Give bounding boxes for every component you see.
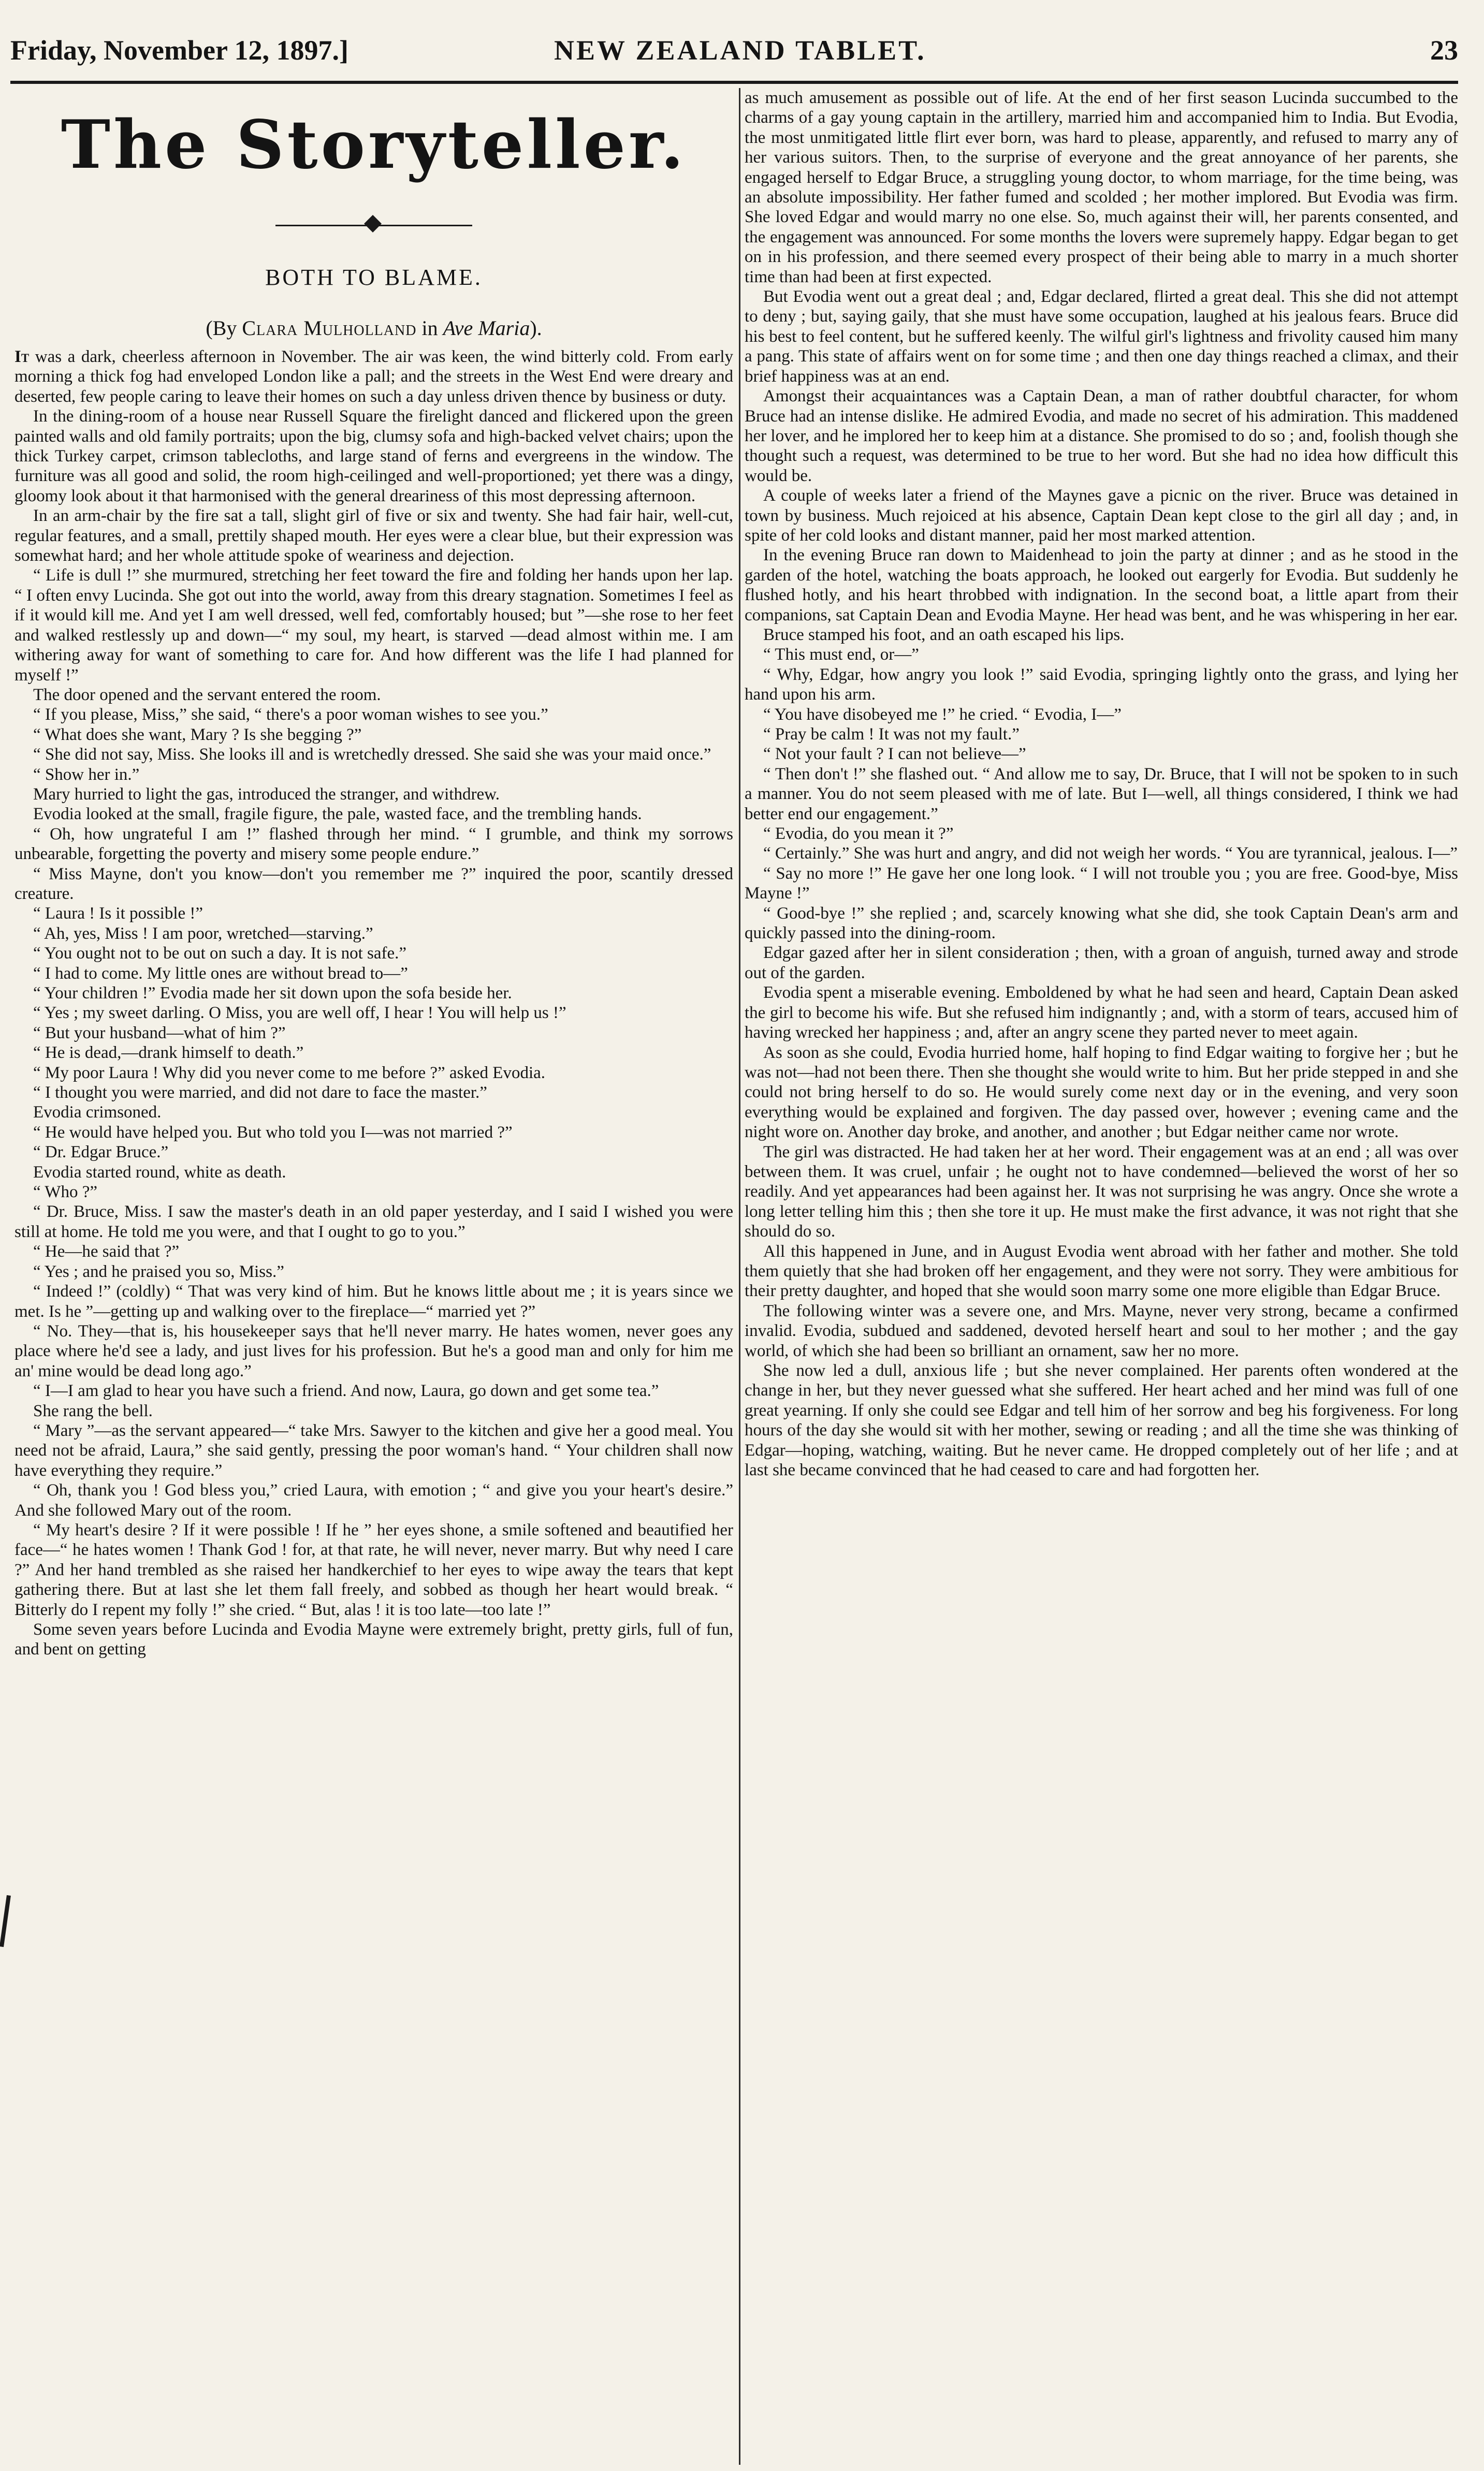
story-paragraph: In an arm-chair by the fire sat a tall, slight girl of five or six and twenty. She had fair hair, well-cut, regular features, and a small, prettily shaped mouth. Her eyes were a clear blue, but their expression was somewhat hard; and her whole attitude spoke of weariness and dejection. [14, 506, 733, 565]
story-paragraph: as much amusement as possible out of life. At the end of her first season Lucinda succumbed to the charms of a gay young captain in the artillery, married him and accompanied him to India. But Evodia, the most unmitigated little flirt ever born, was hard to please, apparently, and refused to marry any of her various suitors. Then, to the surprise of everyone and the great annoyance of her parents, she engaged herself to Edgar Bruce, a struggling young doctor, to whom marriage, for the time being, was an absolute impossibility. Her father fumed and scolded ; her mother implored. But Evodia was firm. She loved Edgar and would marry no one else. So, much against their will, her parents consented, and the engagement was announced. For some months the lovers were supremely happy. Edgar began to get on in his profession, and there seemed every prospect of their being able to marry in a much shorter time than had been at first expected. [745, 89, 1458, 286]
page-number: 23 [1430, 35, 1458, 66]
left-column [14, 88, 733, 1660]
opening-text: was a dark, cheerless afternoon in November. The air was keen, the wind bitterly cold. From early morning a thick fog had enveloped London like a pall; and the streets in the West End were dreary and deserted, few people caring to leave their homes on such a day unless driven thence by business or duty. [14, 347, 733, 406]
story-paragraph: “ Mary ”—as the servant appeared—“ take Mrs. Sawyer to the kitchen and give her a good meal. You need not be afraid, Laura,” she said gently, pressing the poor woman's hand. “ Your children shall now have everything they require.” [14, 1421, 733, 1480]
byline-suffix: ). [530, 316, 542, 340]
story-paragraph: “ Say no more !” He gave her one long look. “ I will not trouble you ; you are free. Good-bye, Miss Mayne !” [745, 864, 1458, 903]
story-paragraph: Evodia looked at the small, fragile figure, the pale, wasted face, and the trembling hands. [33, 805, 642, 824]
story-paragraph: The girl was distracted. He had taken her at her word. Their engagement was at an end ; all was over between them. It was cruel, unfair ; he ought not to have condemned—believed the worst of her so readily. And yet appearances had been against her. It was not surprising he was angry. Once she wrote a long letter telling him this ; then she tore it up. He must make the first advance, it was not right that she should do so. [745, 1142, 1458, 1241]
newspaper-title: NEW ZEALAND TABLET. [554, 35, 926, 66]
story-paragraph: The door opened and the servant entered the room. [33, 685, 381, 704]
margin-pencil-mark [0, 1895, 11, 1947]
ornamental-divider [275, 217, 472, 233]
story-paragraph: A couple of weeks later a friend of the Maynes gave a picnic on the river. Bruce was detained in town by business. Much rejoiced at his absence, Captain Dean kept close to the girl all day ; and, in spite of her cold looks and distant manner, paid her most marked attention. [745, 486, 1458, 545]
byline-in: in [421, 316, 438, 340]
story-paragraph: “ No. They—that is, his housekeeper says that he'll never marry. He hates women, never goes any place where he'd see a lady, and just lives for his profession. But he's a good man and only for him me an' mine would be dead long ago.” [14, 1321, 733, 1380]
story-paragraph: “ If you please, Miss,” she said, “ there's a poor woman wishes to see you.” [33, 705, 548, 724]
story-paragraph: She now led a dull, anxious life ; but she never complained. Her parents often wondered at the change in her, but they never guessed what she suffered. Her heart ached and her mind was full of one great yearning. If only she could see Edgar and tell him of her sorrow and beg his forgiveness. For long hours of the day she would sit with her mother, sewing or reading ; and all the time she was thinking of Edgar—hoping, watching, waiting. But he never came. He dropped completely out of her life ; and at last she became convinced that he had ceased to care and had forgotten her. [745, 1361, 1458, 1480]
story-paragraph: “ Yes ; my sweet darling. O Miss, you are well off, I hear ! You will help us !” [33, 1004, 566, 1023]
story-paragraph: “ My heart's desire ? If it were possible ! If he ” her eyes shone, a smile softened and beautified her face—“ he hates women ! Thank God ! for, at that rate, he will never, never marry. But why need I care ?” And her hand trembled as she raised her handkerchief to her eyes to wipe away the tears that kept gathering there. But at last she let them fall freely, and sobbed as though her heart would break. “ Bitterly do I repent my folly !” she cried. “ But, alas ! it is too late—too late !” [14, 1520, 733, 1619]
story-paragraph: “ Indeed !” (coldly) “ That was very kind of him. But he knows little about me ; it is years since we met. Is he ”—getting up and walking over to the fireplace—“ married yet ?” [14, 1282, 733, 1321]
story-paragraph: “ But your husband—what of him ?” [33, 1023, 286, 1042]
story-paragraph: “ Certainly.” She was hurt and angry, and did not weigh her words. “ You are tyrannical, jealous. I—” [763, 844, 1458, 863]
story-paragraph: “ Who ?” [33, 1183, 97, 1202]
byline [14, 316, 733, 347]
story-paragraph: “ I thought you were married, and did not dare to face the master.” [33, 1083, 487, 1102]
right-column [745, 88, 1458, 1480]
story-paragraph: All this happened in June, and in August Evodia went abroad with her father and mother. She told them quietly that she had broken off her engagement, and they were not sorry. They were ambitious for their pretty daughter, and hoped that she would soon marry some one more eligible than Edgar Bruce. [745, 1242, 1458, 1301]
story-title: BOTH TO BLAME. [265, 265, 483, 290]
story-paragraph: “ You have disobeyed me !” he cried. “ Evodia, I—” [763, 705, 1122, 724]
story-paragraph: Amongst their acquaintances was a Captain Dean, a man of rather doubtful character, for whom Bruce had an intense dislike. He admired Evodia, and made no secret of his admiration. This maddened her lover, and he implored her to keep him at a distance. She promised to do so ; and, foolish though she thought such a request, was determined to be true to her word. But she had no idea how difficult this would be. [745, 387, 1458, 485]
story-paragraph: “ This must end, or—” [763, 645, 919, 664]
source-publication: Ave Maria [443, 316, 530, 340]
story-paragraph: Bruce stamped his foot, and an oath escaped his lips. [763, 625, 1125, 644]
story-paragraph: “ Then don't !” she flashed out. “ And allow me to say, Dr. Bruce, that I will not be spoken to in such a manner. You do not seem pleased with me of late. But I—well, all things considered, I think we had better end our engagement.” [745, 764, 1458, 823]
author-name: Clara Mulholland [242, 316, 417, 340]
story-paragraph: Evodia spent a miserable evening. Emboldened by what he had seen and heard, Captain Dean asked the girl to become his wife. But she refused him indignantly ; and, with a storm of tears, accused him of having wrecked her happiness ; and, after an angry scene they parted never to meet again. [745, 983, 1458, 1042]
story-paragraph: “ Oh, thank you ! God bless you,” cried Laura, with emotion ; “ and give you your heart's desire.” And she followed Mary out of the room. [14, 1481, 733, 1520]
story-paragraph: Evodia crimsoned. [33, 1103, 162, 1122]
story-paragraph: Evodia started round, white as death. [33, 1162, 286, 1182]
story-paragraph: In the evening Bruce ran down to Maidenhead to join the party at dinner ; and as he stood in the garden of the hotel, watching the boats approach, he looked out eargerly for Evodia. But suddenly he flushed hotly, and his heart throbbed with indignation. In the second boat, a little apart from their companions, sat Captain Dean and Evodia Mayne. Her head was bent, and he was whispering in her ear. [745, 546, 1458, 624]
page-header [10, 31, 1458, 84]
diamond-ornament-icon [364, 215, 382, 232]
left-column-body [14, 406, 733, 1660]
story-paragraph: “ Laura ! Is it possible !” [33, 904, 203, 923]
story-paragraph: “ Yes ; and he praised you so, Miss.” [33, 1262, 284, 1281]
story-paragraph: “ Show her in.” [33, 765, 140, 784]
story-paragraph: But Evodia went out a great deal ; and, Edgar declared, flirted a great deal. This she did not attempt to deny ; but, saying gaily, that she must have some occupation, laughed at his jealous fears. Bruce did his best to feel content, but he suffered keenly. The wilful girl's lightness and frivolity caused him many a pang. This state of affairs went on for some time ; and then one day things reached a climax, and their brief happiness was at an end. [745, 287, 1458, 386]
story-paragraph: Edgar gazed after her in silent consideration ; then, with a groan of anguish, turned away and strode out of the garden. [745, 943, 1458, 982]
story-paragraph: “ I had to come. My little ones are without bread to—” [33, 964, 408, 983]
story-paragraph: “ Life is dull !” she murmured, stretching her feet toward the fire and folding her hands upon her lap. “ I often envy Lucinda. She got out into the world, away from this dreary stagnation. Sometimes I feel as if it would kill me. And yet I am well dressed, well fed, comfortably housed; but ”—she rose to her feet and walked restlessly up and down—“ my soul, my heart, is starved —dead almost within me. I am withering away for want of something to care for. And how different was the life I had planned for myself !” [14, 566, 733, 685]
story-paragraph: “ Your children !” Evodia made her sit down upon the sofa beside her. [33, 984, 512, 1002]
story-paragraph: “ Oh, how ungrateful I am !” flashed through her mind. “ I grumble, and think my sorrows unbearable, forgetting the poverty and misery some people endure.” [14, 824, 733, 864]
story-paragraph: Some seven years before Lucinda and Evodia Mayne were extremely bright, pretty girls, full of fun, and bent on getting [14, 1620, 733, 1659]
story-paragraph: “ My poor Laura ! Why did you never come to me before ?” asked Evodia. [33, 1063, 546, 1082]
story-paragraph: She rang the bell. [33, 1401, 153, 1420]
story-paragraph: “ She did not say, Miss. She looks ill and is wretchedly dressed. She said she was your maid once.” [33, 745, 711, 764]
story-paragraph: “ Evodia, do you mean it ?” [763, 824, 954, 844]
story-paragraph: As soon as she could, Evodia hurried home, half hoping to find Edgar waiting to forgive her ; but he was not—had not been there. Then she thought she would write to him. But her pride stepped in and she could not bring herself to do so. He would surely come next day or in the evening, and very soon everything would be explained and forgiven. The day passed over, however ; evening came and the night wore on. Another day broke, and another, and another ; but Edgar neither came nor wrote. [745, 1043, 1458, 1142]
story-paragraph: “ What does she want, Mary ? Is she begging ?” [33, 725, 362, 744]
story-paragraph: In the dining-room of a house near Russell Square the firelight danced and flickered upon the green painted walls and old family portraits; upon the big, clumsy sofa and high-backed velvet chairs; upon the thick Turkey carpet, crimson tablecloths, and large stand of ferns and evergreens in the window. The furniture was all good and solid, the room high-ceilinged and well-proportioned; yet there was a dingy, gloomy look about it that harmonised with the general dreariness of this most depressing afternoon. [14, 407, 733, 505]
story-paragraph: “ Good-bye !” she replied ; and, scarcely knowing what she did, she took Captain Dean's arm and quickly passed into the dining-room. [745, 904, 1458, 943]
story-paragraph: “ He would have helped you. But who told you I—was not married ?” [33, 1123, 513, 1142]
story-paragraph: “ Miss Mayne, don't you know—don't you remember me ?” inquired the poor, scantily dressed creature. [14, 864, 733, 903]
issue-date: Friday, November 12, 1897.] [10, 35, 348, 66]
opening-paragraph [14, 347, 733, 406]
column-divider [739, 88, 740, 2465]
section-title: The Storyteller. [61, 106, 687, 184]
story-paragraph: “ Not your fault ? I can not believe—” [763, 745, 1026, 764]
story-paragraph: Mary hurried to light the gas, introduced the stranger, and withdrew. [33, 784, 500, 804]
story-paragraph: “ I—I am glad to hear you have such a friend. And now, Laura, go down and get some tea.” [33, 1382, 659, 1401]
story-paragraph: “ Ah, yes, Miss ! I am poor, wretched—starving.” [33, 924, 373, 943]
byline-prefix: (By [206, 316, 237, 340]
right-column-body [745, 88, 1458, 1480]
story-paragraph: “ He is dead,—drank himself to death.” [33, 1043, 304, 1063]
story-paragraph: “ You ought not to be out on such a day. It is not safe.” [33, 944, 407, 963]
story-paragraph: “ He—he said that ?” [33, 1242, 180, 1261]
story-paragraph: “ Dr. Bruce, Miss. I saw the master's death in an old paper yesterday, and I said I wished you were still at home. He told me you were, and that I ought to go to you.” [14, 1202, 733, 1241]
story-paragraph: “ Pray be calm ! It was not my fault.” [763, 725, 1020, 744]
story-paragraph: “ Why, Edgar, how angry you look !” said Evodia, springing lightly onto the grass, and lying her hand upon his arm. [745, 665, 1458, 704]
story-paragraph: “ Dr. Edgar Bruce.” [33, 1143, 169, 1162]
story-paragraph: The following winter was a severe one, and Mrs. Mayne, never very strong, became a confirmed invalid. Evodia, subdued and saddened, devoted herself heart and soul to her mother ; and the gay world, of which she had been so brilliant an ornament, saw her no more. [745, 1301, 1458, 1360]
opening-capital: It [14, 347, 30, 366]
